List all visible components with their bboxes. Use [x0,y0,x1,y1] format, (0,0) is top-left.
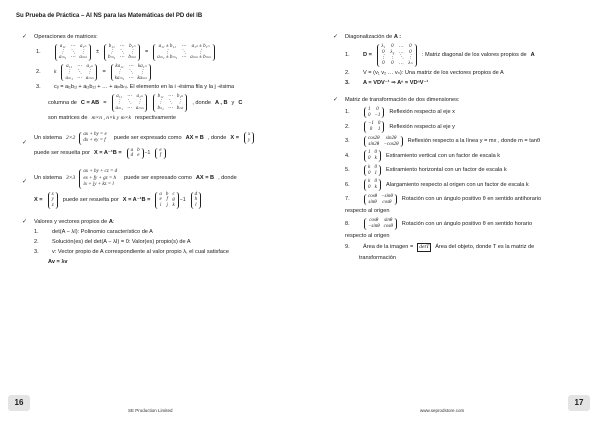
matrix [112,94,148,111]
matrix-entry: k [374,185,377,191]
matrix-entry: ⋮ [380,55,386,61]
matrix-entry: ⋯ [119,43,125,49]
text: Estiramiento vertical con un factor de escala k [386,152,501,159]
text: det(A − λI): Polinomio característico de A [52,228,153,235]
text: Área de la imagen = [363,243,414,250]
matrix-entry: λ₂ [390,49,395,55]
matrix-entry: sin2θ [368,141,380,147]
text: puede ser expresado como [124,175,192,182]
page-number-right: 17 [568,395,590,411]
matrix-entry: ka₁ₙ [138,64,147,70]
determinant: detT [419,243,430,250]
matrix-entry: a₁ₙ [136,94,143,100]
section-system-3x3 [22,169,292,209]
matrix [191,192,202,209]
section-diagonalization [333,34,583,87]
matrix-entry: ⋯ [128,64,134,70]
matrix-entry: 0 [368,170,371,176]
matrix-entry: h [194,197,198,203]
matrix-entry: b₁₁ [157,94,164,100]
text: : Matriz diagonal de los valores propios de [421,51,527,58]
list-item [34,229,292,236]
matrix-entry: a₁₁ [59,43,66,49]
text: son matrices de [48,114,88,121]
section-title: Operaciones de matrices: [34,34,98,40]
matrix-entry: ⋮ [158,100,164,106]
math: D = [363,51,372,58]
matrix-entry: −1 [374,112,381,118]
item-number: 2. [345,69,350,76]
check-icon: ✓ [22,34,28,40]
matrix-entry: cos2θ [368,135,380,141]
list-item [345,136,583,148]
matrix-entry: ⋯ [76,75,82,81]
matrix-entry: a₁ₙ [86,64,93,70]
matrix-entry: ⋮ [137,100,143,106]
matrix-entry: … [399,61,404,67]
matrix-entry: b₁ₙ [129,43,136,49]
matrix [155,192,179,209]
website-label: www.seprodstore.com [420,408,465,413]
math: A [108,218,113,225]
math: 3×3 [65,175,76,182]
matrix-entry: e [159,147,162,153]
matrix-entry: ⋯ [119,55,125,61]
text: y [231,99,235,106]
item-number: 1. [36,49,41,56]
math: A : [393,34,402,40]
list-item [345,80,583,87]
matrix-entry: d [194,191,198,197]
matrix-entry: ⋯ [181,43,187,49]
publisher-label: SE Production Limited [128,408,173,413]
matrix-entry: aₘₙ [135,105,144,111]
matrix-entry: a₁ₙ [80,43,87,49]
matrix-entry: 0 [374,150,377,156]
equation: ax + by + cz = d [83,169,118,175]
matrix-entry: 0 [377,121,381,127]
exponent: −1 [179,197,186,204]
matrix-entry: 0 [368,112,371,118]
matrix-entry: l [195,203,197,209]
matrix-entry: x [247,132,251,138]
list-item [34,249,292,256]
check-icon: ✓ [333,96,339,103]
list-item [345,194,583,206]
list-item [345,44,583,67]
text: respecto al origen [345,208,390,215]
matrix-entry: 0 [409,49,412,55]
text: , donde [192,99,211,106]
matrix [364,150,381,162]
text: respectivamente [134,114,176,121]
equation-system [79,132,109,145]
matrix-entry: a [130,147,134,153]
equation: ix + jy + kz = l [83,182,114,188]
matrix-entry: cosθ [383,224,393,230]
list-item [345,218,583,230]
math: m×n , n×k y m×k [91,114,131,121]
matrix-entry: 1 [368,150,371,156]
matrix-entry: aₘ₁ [65,75,73,81]
matrix-entry: ⋯ [126,105,132,111]
check-icon: ✓ [22,218,28,225]
matrix [364,165,381,177]
item-number: 3. [34,248,39,255]
matrix-entry: f [166,197,168,203]
matrix [111,64,151,81]
matrix-entry: c [172,191,175,197]
matrix-entry: e [159,197,162,203]
text: , donde [218,175,237,182]
matrix-entry: 0 [374,164,377,170]
matrix-entry: aₘₙ [79,55,87,61]
matrix [364,136,403,148]
formula-row [36,64,292,81]
matrix-entry: 1 [377,127,381,133]
item-number: 1. [345,51,350,58]
matrix [364,194,397,206]
matrix-entry: ⋱ [128,69,134,75]
list-item [345,179,583,191]
formula-row [34,132,292,145]
matrix-entry: ⋱ [76,69,82,75]
list-item [345,165,583,177]
matrix-entry: kaₘ₁ [114,75,125,81]
formula-row [34,192,292,209]
matrix-entry: ⋮ [116,100,122,106]
matrix-entry: ⋯ [76,64,82,70]
section-system-2x2 [22,132,292,160]
item-number: 7. [345,196,350,203]
matrix-entry: b₁ₖ [176,94,184,100]
math: A [530,51,535,58]
matrix-entry: ⋮ [177,100,183,106]
text: transformación [359,254,396,261]
matrix-entry: ⋮ [109,49,115,55]
math: AX = B [185,134,204,141]
matrix-entry: ⋯ [128,75,134,81]
matrix-entry: k [172,203,175,209]
matrix-entry: … [399,43,404,49]
formula-row [48,94,292,111]
text: Alargamiento respecto al origen con un factor de escala k [386,181,529,188]
matrix-entry: ⋮ [80,49,86,55]
matrix-entry: ⋯ [70,43,76,49]
matrix-entry: 0 [382,49,385,55]
operator: = [102,69,106,76]
list-item [345,121,583,133]
matrix-entry: 0 [369,127,373,133]
operator: ± [95,49,100,56]
exponent: −1 [144,150,151,157]
matrix-entry: ⋮ [66,69,72,75]
matrix-entry: ka₁₁ [115,64,124,70]
left-column [22,34,292,276]
matrix-entry: ⋮ [87,69,93,75]
matrix-entry: 0 [391,61,394,67]
matrix [127,148,144,160]
matrix-entry: i [159,203,162,209]
list-item [345,107,583,119]
item-number: 2. [34,238,39,245]
matrix-entry: 0 [368,185,371,191]
equation-system [79,169,120,189]
matrix-entry: ⋱ [70,49,76,55]
matrix-entry: ⋮ [164,49,170,55]
matrix-entry: a₁₁ [66,64,73,70]
scalar: k [54,69,57,76]
matrix [153,94,187,111]
formula-row [34,148,292,160]
matrix [61,64,97,81]
section-eigen [22,219,292,266]
item-number: 4. [345,152,350,159]
text: puede ser resuelta por [62,196,119,203]
section-title: Valores y vectores propios de A: [34,218,115,225]
matrix [55,44,91,61]
list-item [345,70,583,77]
matrix-entry: λ₁ [381,43,386,49]
math: A , B [215,99,228,106]
matrix-entry: k [374,156,377,162]
matrix-entry: 0 [368,156,371,162]
matrix [364,107,384,119]
text: Valores y vectores propios de [34,218,108,225]
matrix-entry: e [137,153,140,159]
matrix-entry: ⋱ [398,55,404,61]
matrix-entry: 1 [368,106,371,112]
math: 2×2 [65,134,76,141]
matrix-entry: z [51,203,54,209]
matrix-entry: cosθ [368,193,378,199]
math: A = VDV⁻¹ ⇒ Aⁿ = VDⁿV⁻¹ [363,79,429,86]
matrix-entry: cosθ [382,199,392,205]
math: C [238,99,243,106]
matrix-entry: b [137,147,140,153]
item-number: 3. [36,84,41,91]
matrix-entry: a₁ₙ ± b₁ₙ [191,43,210,49]
check-icon: ✓ [22,139,28,146]
matrix-entry: 0 [382,61,385,67]
math: Av = λv [48,258,68,265]
matrix [155,148,165,160]
matrix-entry: d [130,153,134,159]
matrix-entry: k [368,179,371,185]
matrix-entry: j [166,203,168,209]
matrix-entry: g [172,197,175,203]
formula-row [36,84,292,91]
matrix-entry: … [399,49,404,55]
matrix-entry: 0 [391,43,394,49]
matrix-entry: y [51,197,54,203]
section-title [345,34,583,41]
matrix-entry: bₘ₁ [108,55,116,61]
matrix-entry: ⋮ [139,69,145,75]
matrix-entry: sinθ [384,218,393,224]
matrix-entry: a₁₁ [116,94,123,100]
matrix-entry: ⋮ [129,49,135,55]
matrix-entry: b₁₁ [108,43,115,49]
item-number: 6. [345,181,350,188]
matrix-entry: ⋯ [126,94,132,100]
matrix-entry: ⋱ [167,100,173,106]
matrix-entry: ⋯ [181,55,187,61]
matrix-entry: ⋮ [407,55,413,61]
matrix [364,218,397,230]
matrix [364,121,384,133]
formula-text: cᵢⱼ = aᵢ₁b₁ⱼ + aᵢ₂b₂ⱼ + … + aᵢₙbₙⱼ. El elemento en la i -ésima fila y la j -ésima [54,84,235,91]
section-matrix-operations [22,34,292,122]
matrix-entry: −sinθ [368,224,380,230]
text: Rotación con un ángulo positivo θ en sentido antihorario [401,196,542,203]
item-number: 3. [345,79,350,86]
right-column [333,34,583,272]
matrix-entry: λₙ [408,61,413,67]
equation: ax + by = e [83,131,107,137]
matrix-entry: b [165,191,169,197]
matrix-entry: x [51,191,54,197]
matrix-entry: f [159,153,162,159]
text: puede ser expresado como [113,134,182,141]
text: Reflexión respecto a la línea y = mx , donde m = tanθ [407,138,541,145]
matrix-entry: ⋮ [197,49,203,55]
matrix-entry: aₘ₁ [59,55,67,61]
matrix-entry: a₁₁ ± b₁₁ [158,43,176,49]
matrix-entry: −cos2θ [383,141,399,147]
page-title: Su Prueba de Práctica – AI NS para las Matemáticas del PD del IB [16,13,203,19]
matrix-entry: 0 [374,179,377,185]
math: C = AB [80,99,100,106]
matrix-entry: ⋱ [126,100,132,106]
equation: dx + ey = f [83,138,106,144]
matrix-entry: aₘₙ [85,75,94,81]
math: X = [34,196,43,203]
matrix-entry: bₘₙ [128,55,137,61]
text: puede ser resuelta por [34,149,90,156]
text: Rotación con un ángulo positivo θ en sentido horario [401,220,533,227]
list-item [34,239,292,246]
list-item [48,259,292,266]
matrix-entry: bₙ₁ [157,105,164,111]
formula-row [48,115,292,122]
item-number: 5. [345,167,350,174]
math: X = A⁻¹B = [93,149,122,156]
matrix-entry: bₙₖ [176,105,184,111]
page-number-left: 16 [8,395,30,411]
item-number: 2. [345,123,350,130]
text: Reflexión respecto al eje y [389,123,455,130]
check-icon: ✓ [333,34,339,40]
text: V = (v₁ v₂ … vₙ): Una matriz de los vectores propios de A [363,69,504,76]
matrix-entry: −sinθ [381,193,393,199]
text: v: Vector propio de A correspondiente al valor propio λ, el cual satisface [52,248,229,255]
matrix [244,132,254,144]
math: AX = B [195,175,215,182]
matrix-entry: aₘ₁ [115,105,123,111]
equation: ex + fy + gz = h [83,175,116,181]
section-transformations [333,97,583,262]
matrix-entry: 0 [376,106,379,112]
matrix [153,44,214,61]
math: X = [230,134,239,141]
text: Estiramiento horizontal con un factor de escala k [386,167,507,174]
text: Diagonalización de [345,34,393,40]
matrix-entry: ⋮ [117,69,123,75]
matrix [364,179,381,191]
matrix-entry: a [159,191,162,197]
item-number: 3. [345,138,350,145]
item-number: 1. [34,228,39,235]
text: respecto al origen [345,232,390,239]
section-title: Matriz de transformación de dos dimensiones: [345,96,460,103]
text: Solución(es) del det(A − λI) = 0: Valor(es) propio(s) de A [52,238,191,245]
matrix-entry: ⋯ [70,55,76,61]
check-icon: ✓ [22,179,28,186]
text: columna de [48,99,77,106]
matrix-entry: 1 [374,170,377,176]
matrix-entry: ⋱ [181,49,187,55]
item-number: 1. [345,109,350,116]
item-number: 8. [345,220,350,227]
matrix-entry: kaₘₙ [137,75,148,81]
matrix-entry: k [368,164,371,170]
text: Un sistema [34,175,62,182]
list-item [345,243,583,252]
matrix [104,44,140,61]
text: Un sistema [34,134,62,141]
text: Área del objeto, donde T es la matriz de [435,243,535,250]
list-item [345,150,583,162]
operator: = [145,49,149,56]
text: Reflexión respecto al eje x [389,109,455,116]
matrix-entry: ⋱ [119,49,125,55]
text: , donde [207,134,227,141]
formula-row [34,169,292,189]
matrix-entry: cosθ [369,218,379,224]
matrix-entry: aₘ₁ ± bₘ₁ [157,55,178,61]
item-number: 2. [36,69,41,76]
matrix-entry: y [247,138,251,144]
matrix-entry: −1 [368,121,374,127]
matrix-entry: sin2θ [385,135,397,141]
matrix-entry: ⋯ [167,105,173,111]
item-number: 9. [345,243,350,250]
math: X = A⁻¹B = [122,196,151,203]
matrix-entry: 0 [409,43,412,49]
matrix-entry: ⋮ [389,55,395,61]
matrix-entry: ⋮ [60,49,66,55]
matrix [377,44,417,67]
matrix [48,192,58,209]
matrix-entry: ⋯ [167,94,173,100]
operator: = [103,99,107,106]
matrix-entry: sinθ [368,199,377,205]
formula-row [36,44,292,61]
matrix-entry: aₘₙ ± bₘₙ [190,55,211,61]
